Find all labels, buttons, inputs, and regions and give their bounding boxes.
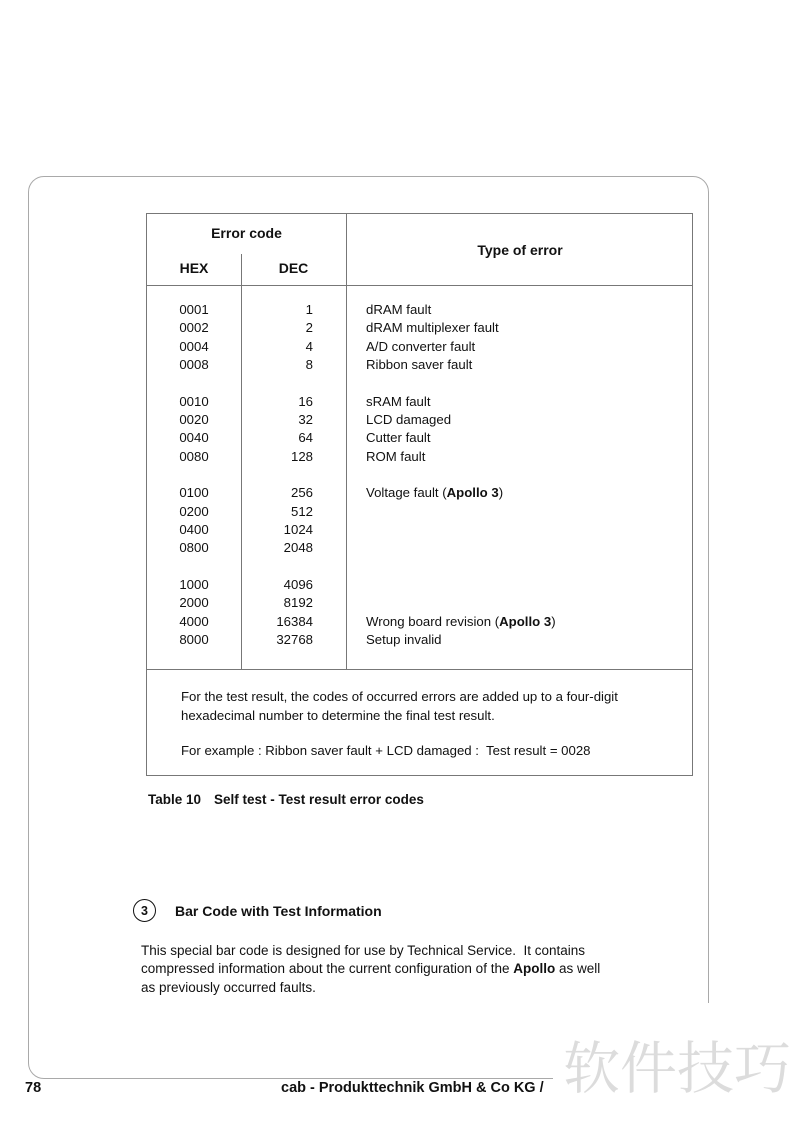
- watermark: [553, 1003, 800, 1133]
- hex-cell: 0010: [179, 393, 209, 409]
- page-number: 78: [25, 1080, 42, 1096]
- hex-cell: 0080: [179, 448, 209, 464]
- hex-cell: 1000: [179, 576, 209, 592]
- paragraph-line-2: compressed information about the current configuration of the Apollo as well: [141, 961, 601, 977]
- type-cell: [346, 576, 692, 594]
- type-cell: ROM fault: [366, 448, 426, 464]
- error-code-table: [146, 213, 693, 776]
- table-body: [147, 286, 692, 669]
- table-row: [147, 539, 692, 557]
- hex-cell: 0800: [179, 540, 209, 556]
- table-row: [147, 301, 692, 319]
- type-cell: dRAM multiplexer fault: [366, 320, 499, 336]
- hex-cell: 2000: [179, 595, 209, 611]
- dec-cell: 1024: [283, 522, 313, 538]
- type-cell: Wrong board revision (Apollo 3): [366, 613, 556, 629]
- dec-cell: 16384: [276, 613, 313, 629]
- type-cell: [346, 503, 692, 521]
- table-row: [147, 356, 692, 374]
- type-cell: dRAM fault: [366, 302, 432, 317]
- type-cell: Ribbon saver fault: [366, 357, 473, 373]
- hex-cell: 0020: [179, 412, 209, 428]
- hex-cell: 0100: [179, 485, 209, 501]
- table-row: [147, 429, 692, 447]
- type-cell: [346, 594, 692, 612]
- page-border: [28, 176, 709, 1079]
- row-group: [147, 393, 692, 467]
- row-group: [147, 301, 692, 375]
- type-cell: [346, 521, 692, 539]
- hex-cell: 0008: [179, 357, 209, 373]
- note-line-2: hexadecimal number to determine the final test result.: [181, 707, 495, 723]
- section-paragraph: [141, 942, 686, 997]
- type-cell: A/D converter fault: [366, 338, 476, 354]
- table-row: [147, 338, 692, 356]
- paragraph-line-3: as previously occurred faults.: [141, 979, 316, 995]
- table-note: [147, 669, 692, 777]
- error-code-header-cell: [147, 214, 346, 286]
- paragraph-line-1: This special bar code is designed for use by Technical Service. It contains: [141, 943, 585, 958]
- hex-cell: 8000: [179, 632, 209, 648]
- table-caption-text: Self test - Test result error codes: [214, 792, 424, 807]
- section-number-badge: 3: [133, 899, 156, 922]
- hex-dec-divider-line: [241, 254, 242, 669]
- hex-cell: 0001: [179, 302, 209, 317]
- dec-cell: 128: [290, 448, 313, 464]
- table-caption: [148, 792, 424, 807]
- note-line-1: For the test result, the codes of occurred errors are added up to a four-digit: [181, 689, 618, 704]
- table-row: [147, 319, 692, 337]
- table-row: [147, 393, 692, 411]
- section-heading: [133, 899, 382, 922]
- code-type-divider-line: [346, 214, 347, 669]
- table-header: [147, 214, 692, 286]
- dec-cell: 2: [305, 320, 313, 336]
- table-caption-label: Table 10: [148, 792, 202, 807]
- type-cell: Voltage fault (Apollo 3): [366, 485, 504, 501]
- table-row: [147, 631, 692, 649]
- hex-cell: 0004: [179, 338, 209, 354]
- row-group: [147, 576, 692, 650]
- table-row: [147, 594, 692, 612]
- hex-cell: 0002: [179, 320, 209, 336]
- table-row: [147, 521, 692, 539]
- dec-cell: 512: [290, 503, 313, 519]
- dec-cell: 16: [298, 393, 313, 409]
- dec-cell: 2048: [283, 540, 313, 556]
- type-cell: Setup invalid: [366, 632, 442, 648]
- footer-text: cab - Produkttechnik GmbH & Co KG /: [281, 1080, 544, 1096]
- hex-cell: 4000: [179, 613, 209, 629]
- section-title: Bar Code with Test Information: [175, 902, 382, 919]
- type-cell: sRAM fault: [366, 393, 431, 409]
- type-cell: [346, 539, 692, 557]
- dec-cell: 32768: [276, 632, 313, 648]
- dec-cell: 8192: [283, 595, 313, 611]
- row-group: [147, 484, 692, 558]
- type-cell: LCD damaged: [366, 412, 452, 428]
- hex-cell: 0200: [179, 503, 209, 519]
- hex-dec-subheader: [147, 260, 346, 276]
- hex-column-header: HEX: [179, 260, 209, 276]
- watermark-text: 软件技巧: [563, 1037, 791, 1101]
- hex-cell: 0040: [179, 430, 209, 446]
- dec-cell: 256: [290, 485, 313, 501]
- table-row: [147, 448, 692, 466]
- note-example: For example : Ribbon saver fault + LCD damaged : Test result = 0028: [181, 743, 591, 758]
- table-row: [147, 613, 692, 631]
- dec-cell: 1: [305, 302, 313, 317]
- dec-cell: 64: [298, 430, 313, 446]
- table-row: [147, 503, 692, 521]
- table-row: [147, 576, 692, 594]
- hex-cell: 0400: [179, 522, 209, 538]
- table-row: [147, 411, 692, 429]
- dec-cell: 4: [305, 338, 313, 354]
- table-row: [147, 484, 692, 502]
- dec-cell: 32: [298, 412, 313, 428]
- error-code-label: Error code: [211, 225, 282, 241]
- type-of-error-header: Type of error: [477, 242, 563, 258]
- dec-column-header: DEC: [278, 260, 309, 276]
- dec-cell: 8: [305, 357, 313, 373]
- dec-cell: 4096: [283, 576, 313, 592]
- type-cell: Cutter fault: [366, 430, 431, 446]
